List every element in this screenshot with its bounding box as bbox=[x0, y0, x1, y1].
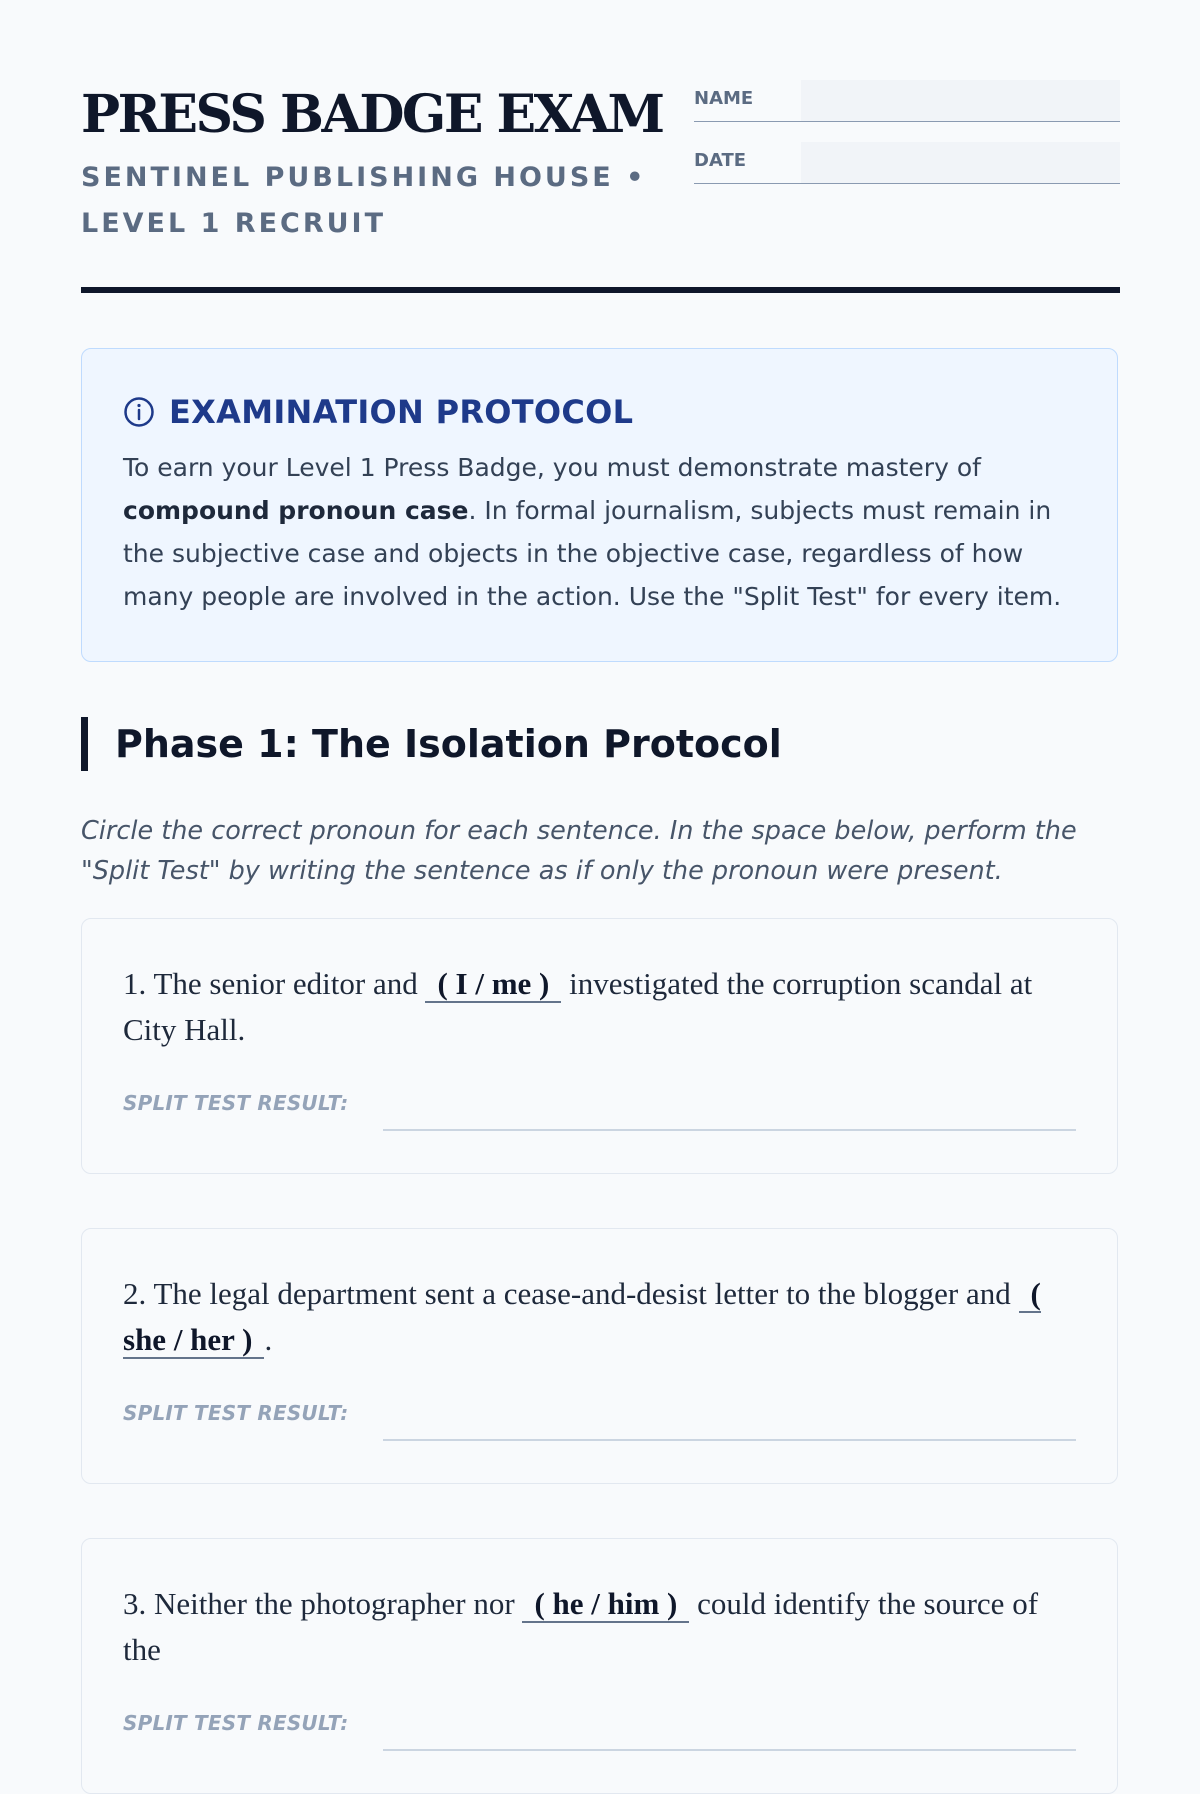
exam-title: PRESS BADGE EXAM bbox=[81, 84, 663, 145]
question-text bbox=[123, 1581, 1078, 1673]
phase-title: Phase 1: The Isolation Protocol bbox=[115, 722, 782, 766]
exam-subtitle: SENTINEL PUBLISHING HOUSE • LEVEL 1 RECRUIT bbox=[81, 162, 647, 239]
protocol-body-emphasis: compound pronoun case bbox=[123, 496, 469, 525]
pronoun-choice[interactable]: ( she / her ) bbox=[123, 1276, 1041, 1357]
date-field[interactable] bbox=[801, 142, 1120, 183]
split-test-label: SPLIT TEST RESULT: bbox=[123, 1711, 349, 1735]
question-text bbox=[123, 1271, 1078, 1363]
split-test-answer-line[interactable] bbox=[383, 1749, 1076, 1751]
phase-heading bbox=[81, 717, 782, 771]
name-row bbox=[694, 80, 1120, 122]
protocol-body-intro: To earn your Level 1 Press Badge, you must demonstrate mastery of bbox=[123, 453, 981, 482]
split-test-answer-line[interactable] bbox=[383, 1129, 1076, 1131]
question-card bbox=[81, 918, 1118, 1174]
protocol-body bbox=[123, 446, 1083, 618]
split-test-label: SPLIT TEST RESULT: bbox=[123, 1091, 349, 1115]
info-icon bbox=[123, 396, 155, 428]
protocol-body-rest: . In formal journalism, subjects must remain in the subjective case and objects in the objective case, regardless of how many people are involved in the action. Use the "Split Test" for every item. bbox=[123, 496, 1062, 611]
question-prefix: 2. The legal department sent a cease-and-desist letter to the blogger and bbox=[123, 1276, 1019, 1311]
protocol-title: EXAMINATION PROTOCOL bbox=[169, 393, 634, 431]
pronoun-choice[interactable]: ( I / me ) bbox=[425, 966, 561, 1003]
split-test-answer-line[interactable] bbox=[383, 1439, 1076, 1441]
name-field[interactable] bbox=[801, 80, 1120, 121]
exam-page bbox=[81, 0, 1120, 1735]
question-suffix: could identify the source of the bbox=[123, 1586, 1039, 1667]
pronoun-choice[interactable]: ( he / him ) bbox=[522, 1586, 689, 1623]
student-info bbox=[694, 80, 1120, 204]
protocol-box bbox=[81, 348, 1118, 662]
question-prefix: 1. The senior editor and bbox=[123, 966, 426, 1001]
question-card bbox=[81, 1538, 1118, 1794]
split-test-label: SPLIT TEST RESULT: bbox=[123, 1401, 349, 1425]
exam-header bbox=[81, 0, 1120, 295]
question-card bbox=[81, 1228, 1118, 1484]
name-label: NAME bbox=[694, 88, 754, 109]
question-suffix: . bbox=[264, 1322, 273, 1357]
phase-instructions: Circle the correct pronoun for each sentence. In the space below, perform the "Split Test" by writing the sentence as if only the pronoun were present. bbox=[81, 816, 1077, 886]
header-divider bbox=[81, 287, 1120, 293]
question-suffix: investigated the corruption scandal at City Hall. bbox=[123, 966, 1033, 1047]
question-prefix: 3. Neither the photographer nor bbox=[123, 1586, 523, 1621]
date-label: DATE bbox=[694, 150, 747, 171]
protocol-header bbox=[123, 393, 633, 431]
question-text bbox=[123, 961, 1078, 1053]
date-row bbox=[694, 142, 1120, 184]
